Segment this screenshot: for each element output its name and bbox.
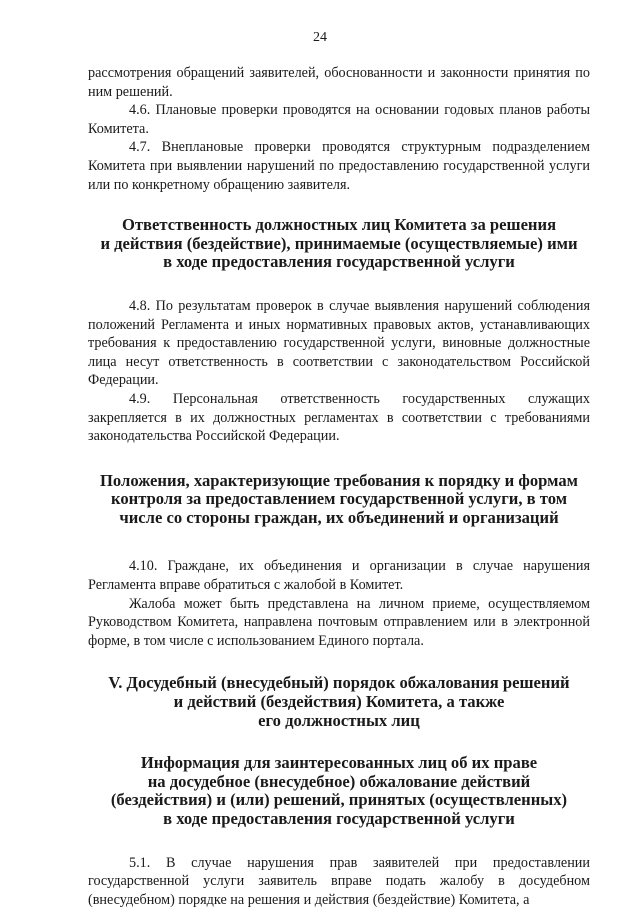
- heading-responsibility: [88, 216, 590, 272]
- heading-line: Положения, характеризующие требования к порядку и формам: [100, 470, 578, 490]
- heading-line: и действия (бездействие), принимаемые (осуществляемые) ими: [100, 233, 578, 253]
- heading-line: Ответственность должностных лиц Комитета за решения: [121, 215, 557, 235]
- paragraph-4-10: 4.10. Граждане, их объединения и организации в случае нарушения Регламента вправе обратиться с жалобой в Комитет.: [88, 558, 590, 594]
- paragraph-4-8: 4.8. По результатам проверок в случае выявления нарушений соблюдения положений Регламента и иных нормативных правовых актов, устанавливающих требования к предоставлению государственной услуги, виновные должностные лица несут ответственность в соответствии с законодательством Российской Федерации.: [88, 297, 590, 389]
- paragraph-complaint: Жалоба может быть представлена на личном приеме, осуществляемом Руководством Комитета, направлена почтовым отправлением или в электронной форме, в том числе с использованием Единого портала.: [88, 595, 590, 649]
- heading-line: его должностных лиц: [258, 710, 420, 730]
- heading-line: в ходе предоставления государственной услуги: [163, 252, 515, 272]
- heading-line: на досудебное (внесудебное) обжалование действий: [147, 771, 531, 791]
- page-number: 24: [313, 30, 327, 45]
- heading-line: (бездействия) и (или) решений, принятых (осуществленных): [110, 790, 568, 810]
- heading-line: в ходе предоставления государственной услуги: [163, 809, 515, 828]
- paragraph-4-9: 4.9. Персональная ответственность государственных служащих закрепляется в их должностных регламентах в соответствии с требованиями законодательства Российской Федерации.: [88, 390, 590, 445]
- heading-line: числе со стороны граждан, их объединений и организаций: [119, 507, 559, 527]
- heading-section-v: [88, 674, 590, 730]
- paragraph-4-6: 4.6. Плановые проверки проводятся на основании годовых планов работы Комитета.: [88, 102, 590, 137]
- document-body: [88, 64, 590, 909]
- paragraph-4-7: 4.7. Внеплановые проверки проводятся структурным подразделением Комитета при выявлении нарушений по предоставлению государственной услуги или по конкретному обращению заявителя.: [88, 139, 590, 193]
- heading-line: и действий (бездействия) Комитета, а также: [173, 692, 505, 712]
- heading-line: V. Досудебный (внесудебный) порядок обжалования решений: [108, 673, 570, 693]
- paragraph-5-1: 5.1. В случае нарушения прав заявителей при предоставлении государственной услуги заявитель вправе подать жалобу в досудебном (внесудебном) порядке на решения и действия (бездействие) Комитета, а: [88, 854, 590, 908]
- heading-line: контроля за предоставлением государственной услуги, в том: [110, 489, 568, 509]
- heading-control: [88, 472, 590, 528]
- paragraph-continuation: рассмотрения обращений заявителей, обоснованности и законности принятия по ним решений.: [88, 65, 590, 100]
- heading-information: [88, 754, 590, 828]
- heading-line: Информация для заинтересованных лиц об их праве: [140, 753, 538, 773]
